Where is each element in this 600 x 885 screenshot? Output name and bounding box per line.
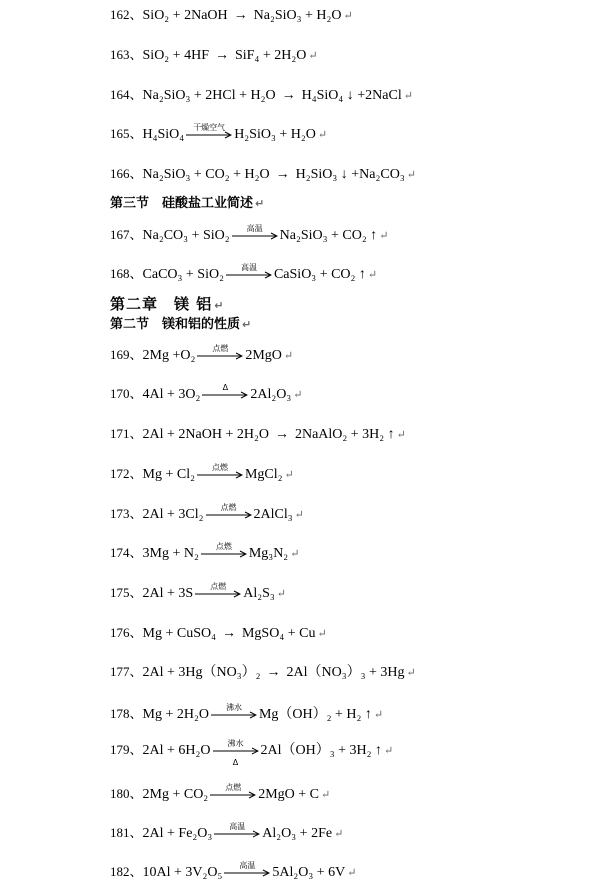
reactants: Na₂SiO₃ + 2HCl + H₂O bbox=[142, 88, 276, 103]
paragraph-mark-icon: ↵ bbox=[317, 129, 328, 141]
reactants: Mg + Cl₂ bbox=[142, 467, 195, 482]
products: Mg₃N₂ bbox=[248, 546, 289, 561]
equation-number: 170、 bbox=[110, 386, 143, 401]
products: 2Al₂O₃ bbox=[250, 387, 292, 402]
equation-number: 176、 bbox=[110, 625, 143, 640]
equation-number: 171、 bbox=[110, 426, 143, 441]
equation-line bbox=[110, 164, 580, 185]
paragraph-mark-icon: ↵ bbox=[384, 745, 394, 757]
products: 2AlCl₃ bbox=[253, 507, 293, 522]
long-arrow-icon bbox=[186, 131, 232, 139]
equation-line bbox=[110, 823, 580, 844]
reaction-condition: 点燃 bbox=[211, 462, 228, 472]
reactants: H₄SiO₄ bbox=[142, 127, 185, 142]
paragraph-mark-icon: ↵ bbox=[367, 269, 378, 281]
paragraph-mark-icon: ↵ bbox=[321, 789, 331, 801]
equation-number: 182、 bbox=[110, 864, 143, 879]
equation-line bbox=[110, 704, 580, 725]
reaction-condition: 点燃 bbox=[225, 782, 242, 792]
paragraph-mark-icon: ↵ bbox=[406, 169, 416, 181]
equation-number: 165、 bbox=[110, 126, 143, 141]
equation-line bbox=[110, 124, 580, 145]
reaction-arrow bbox=[213, 738, 259, 767]
reactants: Mg + 2H₂O bbox=[142, 707, 209, 722]
paragraph-mark-icon: ↵ bbox=[334, 828, 344, 840]
paragraph-mark-icon: ↵ bbox=[403, 90, 413, 102]
products: 5Al₂O₃ + 6V bbox=[272, 865, 346, 880]
equation-number: 178、 bbox=[110, 706, 143, 721]
paragraph-mark-icon: ↵ bbox=[396, 429, 406, 441]
reaction-condition: 点燃 bbox=[220, 502, 237, 512]
equation-line bbox=[110, 424, 580, 445]
long-arrow-icon bbox=[226, 271, 272, 279]
reaction-condition: 高温 bbox=[229, 821, 246, 831]
reactants: 2Al + 3Hg（NO₃）₂ bbox=[142, 665, 261, 680]
equation-line bbox=[110, 623, 580, 644]
products: Na₂SiO₃ + H₂O bbox=[253, 8, 342, 23]
reaction-condition: 沸水 bbox=[227, 738, 244, 748]
products: 2MgO + C bbox=[258, 787, 319, 802]
paragraph-mark-icon: ↵ bbox=[308, 50, 318, 62]
reaction-arrow bbox=[214, 821, 260, 844]
reaction-arrow bbox=[224, 860, 270, 883]
reactants: 3Mg + N₂ bbox=[142, 546, 199, 561]
equation-line bbox=[110, 85, 580, 106]
equation-number: 166、 bbox=[110, 166, 143, 181]
reaction-arrow: → bbox=[266, 665, 281, 680]
paragraph-mark-icon: ↵ bbox=[373, 709, 384, 721]
equation-line bbox=[110, 5, 580, 26]
equation-number: 177、 bbox=[110, 664, 143, 679]
equation-number: 175、 bbox=[110, 585, 143, 600]
reactants: CaCO₃ + SiO₂ bbox=[142, 267, 224, 282]
products: MgCl₂ bbox=[244, 467, 283, 482]
reaction-condition: 高温 bbox=[240, 262, 257, 272]
long-arrow-icon bbox=[213, 747, 259, 755]
equation-line bbox=[110, 662, 580, 683]
reactants: 2Mg +O₂ bbox=[142, 348, 196, 363]
products: 2MgO bbox=[245, 348, 282, 363]
paragraph-mark-icon: ↵ bbox=[284, 469, 294, 481]
equation-number: 181、 bbox=[110, 825, 143, 840]
products: Na₂SiO₃ + CO₂ ↑ bbox=[279, 228, 378, 243]
reaction-arrow: → bbox=[214, 48, 229, 63]
equation-line bbox=[110, 264, 580, 285]
paragraph-mark-icon: ↵ bbox=[283, 350, 294, 362]
reaction-arrow bbox=[186, 122, 232, 145]
reactants: Na₂CO₃ + SiO₂ bbox=[142, 228, 230, 243]
reactants: 2Al + 3Cl₂ bbox=[142, 507, 204, 522]
reactants: 10Al + 3V₂O₅ bbox=[142, 865, 223, 880]
reaction-arrow: → bbox=[274, 427, 289, 442]
chapter-heading bbox=[110, 294, 580, 316]
paragraph-mark-icon: ↵ bbox=[294, 509, 304, 521]
reaction-arrow bbox=[232, 223, 278, 246]
reactants: Mg + CuSO₄ bbox=[142, 626, 216, 641]
paragraph-mark-icon: ↵ bbox=[343, 10, 353, 22]
long-arrow-icon bbox=[210, 791, 256, 799]
heading-text: 第三节 硅酸盐工业简述 bbox=[110, 196, 254, 211]
reaction-arrow bbox=[211, 702, 257, 725]
products: CaSiO₃ + CO₂ ↑ bbox=[273, 267, 366, 282]
equation-number: 164、 bbox=[110, 87, 143, 102]
equation-number: 163、 bbox=[110, 47, 143, 62]
equation-line bbox=[110, 504, 580, 525]
reaction-arrow bbox=[197, 343, 243, 366]
equation-number: 172、 bbox=[110, 466, 143, 481]
paragraph-mark-icon: ↵ bbox=[317, 628, 327, 640]
products: 2NaAlO₂ + 3H₂ ↑ bbox=[294, 427, 395, 442]
products: 2Al（OH）₃ + 3H₂ ↑ bbox=[260, 743, 383, 758]
reaction-arrow: → bbox=[281, 88, 296, 103]
paragraph-mark-icon: ↵ bbox=[379, 230, 389, 242]
reaction-arrow bbox=[210, 782, 256, 805]
equation-line bbox=[110, 384, 580, 405]
long-arrow-icon bbox=[197, 471, 243, 479]
products: Al₂O₃ + 2Fe bbox=[262, 826, 333, 841]
equation-line bbox=[110, 464, 580, 485]
equation-number: 179、 bbox=[110, 742, 143, 757]
reaction-arrow bbox=[202, 382, 248, 405]
section-heading bbox=[110, 194, 580, 214]
equation-number: 173、 bbox=[110, 506, 143, 521]
long-arrow-icon bbox=[206, 511, 252, 519]
reactants: 2Al + 2NaOH + 2H₂O bbox=[142, 427, 269, 442]
reactants: 4Al + 3O₂ bbox=[142, 387, 201, 402]
reaction-arrow: → bbox=[233, 8, 248, 23]
reaction-arrow bbox=[201, 541, 247, 564]
paragraph-mark-icon: ↵ bbox=[347, 867, 357, 879]
reaction-condition: 点燃 bbox=[210, 581, 227, 591]
reaction-condition: 高温 bbox=[246, 223, 263, 233]
equation-line bbox=[110, 543, 580, 564]
equation-number: 168、 bbox=[110, 266, 143, 281]
reactants: Na₂SiO₃ + CO₂ + H₂O bbox=[142, 167, 270, 182]
paragraph-mark-icon: ↵ bbox=[290, 548, 300, 560]
long-arrow-icon bbox=[224, 869, 270, 877]
equation-number: 162、 bbox=[110, 7, 143, 22]
long-arrow-icon bbox=[211, 711, 257, 719]
section-heading bbox=[110, 315, 580, 335]
reaction-arrow bbox=[226, 262, 272, 285]
equation-number: 167、 bbox=[110, 227, 143, 242]
reactants: SiO₂ + 2NaOH bbox=[142, 8, 228, 23]
reaction-condition: 沸水 bbox=[225, 702, 242, 712]
equation-line bbox=[110, 738, 580, 767]
equation-number: 169、 bbox=[110, 347, 143, 362]
reactants: 2Al + 6H₂O bbox=[142, 743, 211, 758]
equation-line bbox=[110, 784, 580, 805]
reaction-condition: 点燃 bbox=[215, 541, 232, 551]
products: 2Al（NO₃）₃ + 3Hg bbox=[286, 665, 405, 680]
paragraph-mark-icon: ↵ bbox=[293, 389, 303, 401]
reactants: 2Al + Fe₂O₃ bbox=[142, 826, 213, 841]
products: H₂SiO₃ ↓ +Na₂CO₃ bbox=[295, 167, 405, 182]
equation-line bbox=[110, 583, 580, 604]
products: MgSO₄ + Cu bbox=[241, 626, 316, 641]
reaction-arrow bbox=[197, 462, 243, 485]
reaction-condition: 干燥空气 bbox=[193, 122, 226, 132]
heading-text: 第二节 镁和铝的性质 bbox=[110, 317, 241, 332]
reaction-condition: Δ bbox=[222, 382, 229, 392]
equation-number: 180、 bbox=[110, 786, 143, 801]
reaction-condition: 高温 bbox=[239, 860, 256, 870]
equation-line bbox=[110, 862, 580, 883]
equation-line bbox=[110, 45, 580, 66]
products: H₄SiO₄ ↓ +2NaCl bbox=[301, 88, 402, 103]
reaction-arrow bbox=[195, 581, 241, 604]
paragraph-mark-icon: ↵ bbox=[276, 588, 286, 600]
long-arrow-icon bbox=[201, 550, 247, 558]
products: Al₂S₃ bbox=[243, 586, 275, 601]
reactants: SiO₂ + 4HF bbox=[142, 48, 209, 63]
reaction-arrow: → bbox=[275, 167, 290, 182]
paragraph-mark-icon: ↵ bbox=[255, 197, 265, 210]
reactants: 2Mg + CO₂ bbox=[142, 787, 209, 802]
long-arrow-icon bbox=[232, 232, 278, 240]
long-arrow-icon bbox=[202, 391, 248, 399]
reaction-arrow: → bbox=[221, 626, 236, 641]
reactants: 2Al + 3S bbox=[142, 586, 194, 601]
reaction-arrow bbox=[206, 502, 252, 525]
equation-line bbox=[110, 345, 580, 366]
long-arrow-icon bbox=[214, 830, 260, 838]
products: SiF₄ + 2H₂O bbox=[234, 48, 307, 63]
long-arrow-icon bbox=[197, 352, 243, 360]
reaction-condition: 点燃 bbox=[212, 343, 229, 353]
paragraph-mark-icon: ↵ bbox=[406, 667, 416, 679]
equation-line bbox=[110, 225, 580, 246]
paragraph-mark-icon: ↵ bbox=[214, 299, 225, 312]
products: H₂SiO₃ + H₂O bbox=[234, 127, 316, 142]
heading-text: 第二章 镁 铝 bbox=[110, 295, 213, 313]
equation-number: 174、 bbox=[110, 545, 143, 560]
products: Mg（OH）₂ + H₂ ↑ bbox=[258, 707, 372, 722]
paragraph-mark-icon: ↵ bbox=[242, 318, 252, 331]
long-arrow-icon bbox=[195, 590, 241, 598]
reaction-condition-below: Δ bbox=[232, 757, 239, 767]
